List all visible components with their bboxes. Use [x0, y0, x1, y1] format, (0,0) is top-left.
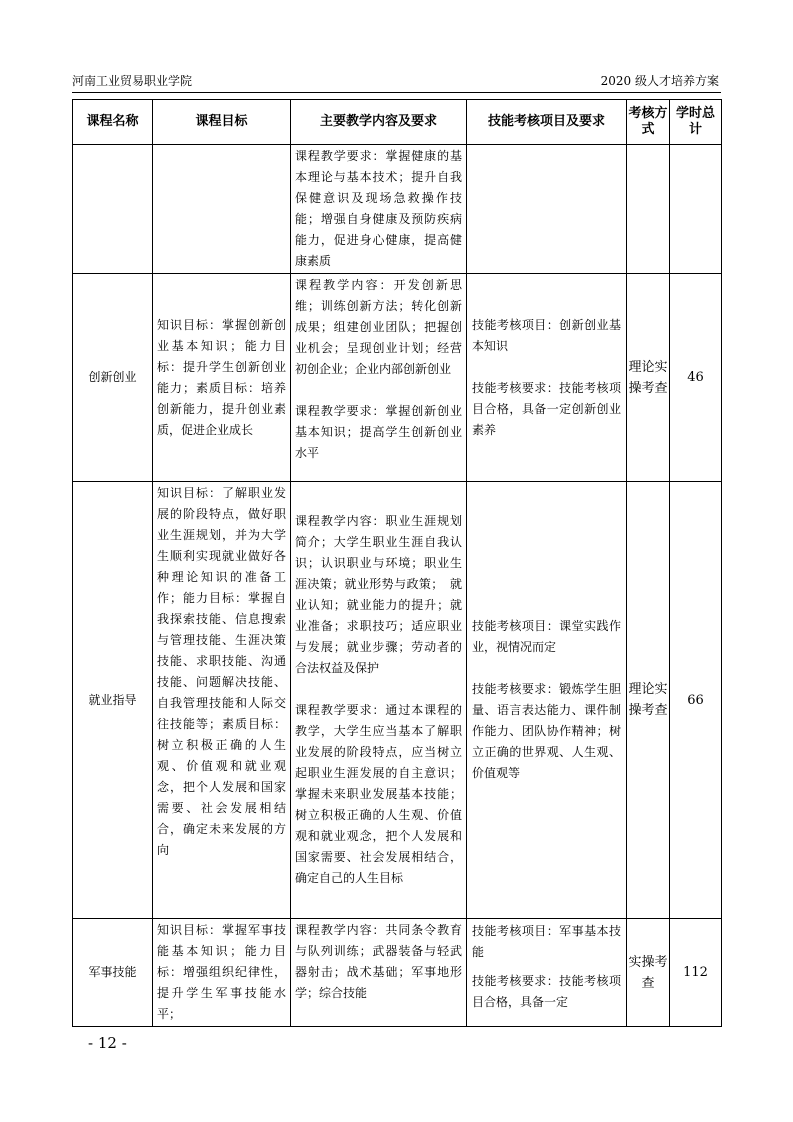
table-row [73, 274, 722, 482]
course-skill [467, 274, 627, 482]
col-skill: 技能考核项目及要求 [467, 100, 627, 145]
page-number: - 12 - [88, 1034, 127, 1052]
col-method: 考核方式 [627, 100, 670, 145]
table-row [73, 145, 722, 274]
skill-requirement: 技能考核要求：锻炼学生胆量、语言表达能力、课件制作能力、团队协作精神；树立正确的世界观、人生观、价值观等 [472, 682, 621, 780]
content-teaching: 课程教学内容：职业生涯规划简介；大学生职业生涯自我认识；认识职业与环境；职业生涯决策；就业形势与政策； 就业认知；就业能力的提升；就业准备；求职技巧；适应职业与发展；就业步骤；劳动者的合法权益及保护 [295, 514, 462, 675]
col-course-name: 课程名称 [73, 100, 153, 145]
content-teaching: 课程教学内容：共同条令教育与队列训练；武器装备与轻武器射击；战术基础；军事地形学；综合技能 [295, 923, 462, 1000]
table-header-row [73, 100, 722, 145]
table-row [73, 482, 722, 919]
course-method: 理论实操考查 [627, 274, 670, 482]
course-goal: 知识目标：掌握军事技能基本知识；能力目标：增强组织纪律性，提升学生军事技能水平； [153, 919, 291, 1027]
course-name: 就业指导 [73, 482, 153, 919]
course-content [291, 482, 467, 919]
course-name [73, 145, 153, 274]
course-hours: 112 [670, 919, 722, 1027]
header-school: 河南工业贸易职业学院 [72, 74, 193, 88]
content-requirement: 课程教学要求：掌握健康的基本理论与基本技术；提升自我保健意识及现场急救操作技能；增强自身健康及预防疾病能力，促进身心健康，提高健康素质 [295, 149, 462, 268]
col-course-goal: 课程目标 [153, 100, 291, 145]
skill-requirement: 技能考核要求：技能考核项目合格，具备一定创新创业素养 [472, 380, 621, 437]
col-content: 主要教学内容及要求 [291, 100, 467, 145]
course-name: 军事技能 [73, 919, 153, 1027]
course-name: 创新创业 [73, 274, 153, 482]
course-hours: 66 [670, 482, 722, 919]
content-requirement: 课程教学要求：掌握创新创业基本知识；提高学生创新创业水平 [295, 404, 462, 460]
course-hours: 46 [670, 274, 722, 482]
course-goal [153, 274, 291, 482]
course-skill [467, 919, 627, 1027]
col-hours: 学时总计 [670, 100, 722, 145]
skill-item: 技能考核项目：军事基本技能 [472, 924, 621, 959]
table-row [73, 919, 722, 1027]
goal-text: 知识目标：掌握创新创业基本知识；能力目标：提升学生创新创业能力；素质目标：培养创新能力，提升创业素质，促进企业成长 [157, 317, 286, 437]
header-rule [72, 92, 721, 93]
content-teaching: 课程教学内容：开发创新思维；训练创新方法；转化创新成果；组建创业团队；把握创业机会；呈现创业计划；经营初创企业；企业内部创新创业 [295, 278, 462, 376]
course-skill [467, 482, 627, 919]
course-content [291, 145, 467, 274]
content-requirement: 课程教学要求：通过本课程的教学，大学生应当基本了解职业发展的阶段特点，应当树立起职业生涯发展的自主意识；掌握未来职业发展基本技能；树立积极正确的人生观、价值观和就业观念，把个人发展和国家需要、社会发展相结合，确定自己的人生目标 [295, 703, 462, 885]
header-doc-title: 2020 级人才培养方案 [600, 74, 719, 88]
course-goal: 知识目标：了解职业发展的阶段特点，做好职业生涯规划，并为大学生顺利实现就业做好各种理论知识的准备工作；能力目标：掌握自我探索技能、信息搜索与管理技能、生涯决策技能、求职技能、沟通技能、问题解决技能、自我管理技能和人际交往技能等；素质目标：树立积极正确的人生观、价值观和就业观念，把个人发展和国家需要、社会发展相结合，确定未来发展的方向 [153, 482, 291, 919]
course-method: 理论实操考查 [627, 482, 670, 919]
course-hours [670, 145, 722, 274]
course-method: 实操考查 [627, 919, 670, 1027]
course-skill [467, 145, 627, 274]
course-content [291, 274, 467, 482]
curriculum-table [72, 99, 722, 1027]
skill-item: 技能考核项目：课堂实践作业，视情况而定 [472, 619, 621, 654]
course-goal [153, 145, 291, 274]
course-method [627, 145, 670, 274]
course-content [291, 919, 467, 1027]
skill-item: 技能考核项目：创新创业基本知识 [472, 317, 621, 353]
skill-requirement: 技能考核要求：技能考核项目合格，具备一定 [472, 974, 621, 1009]
